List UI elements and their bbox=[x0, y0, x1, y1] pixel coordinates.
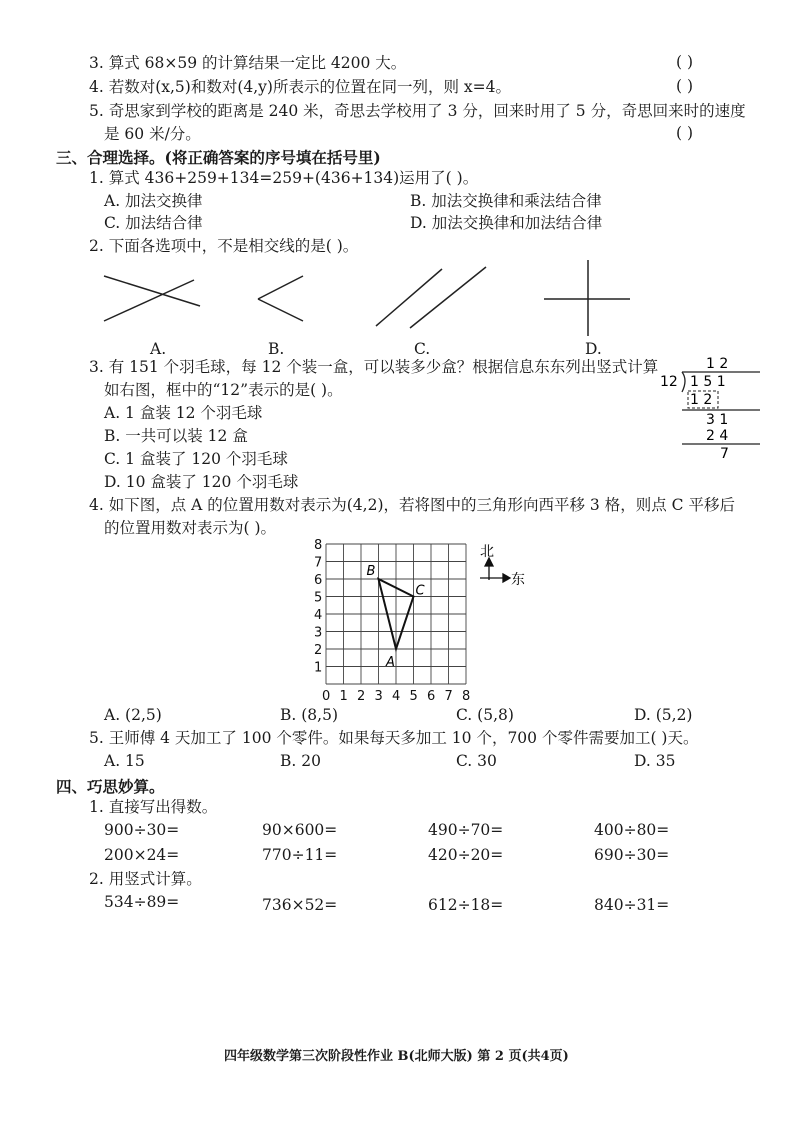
s3-q4-stem-line1: 4. 如下图，点 A 的位置用数对表示为(4,2)，若将图中的三角形向西平移 3 格，则点 C 平移后 bbox=[89, 496, 735, 514]
figure-c-parallel-lines[interactable] bbox=[376, 267, 486, 328]
judge-q5-line2: 是 60 米/分。 bbox=[104, 125, 201, 143]
s4-row3-item1[interactable]: 534÷89= bbox=[104, 893, 180, 911]
compass-east: 东 bbox=[511, 572, 525, 588]
section4-title: 四、巧思妙算。 bbox=[56, 777, 165, 796]
s3-q1-option-a[interactable]: A. 加法交换律 bbox=[104, 192, 203, 210]
x-tick-label: 5 bbox=[409, 689, 418, 702]
division-step3: 2 4 bbox=[706, 428, 729, 444]
s3-q5-option-c[interactable]: C. 30 bbox=[456, 752, 497, 770]
y-tick-label: 6 bbox=[314, 573, 323, 588]
point-label-a: A bbox=[386, 655, 395, 670]
s3-q3-option-b[interactable]: B. 一共可以装 12 盒 bbox=[104, 427, 248, 445]
y-tick-label: 7 bbox=[314, 555, 323, 571]
s3-q1-option-b[interactable]: B. 加法交换律和乘法结合律 bbox=[410, 192, 602, 210]
coordinate-grid bbox=[300, 538, 550, 702]
s3-q2-label-d: D. bbox=[585, 340, 602, 358]
s3-q5-stem: 5. 王师傅 4 天加工了 100 个零件。如果每天多加工 10 个，700 个零件需要加工( )天。 bbox=[89, 729, 699, 747]
division-bracket bbox=[682, 372, 685, 392]
s4-row2-item3[interactable]: 420÷20= bbox=[428, 846, 504, 864]
s3-q2-label-b: B. bbox=[268, 340, 285, 358]
compass-north: 北 bbox=[480, 544, 494, 560]
s3-q4-option-c[interactable]: C. (5,8) bbox=[456, 706, 514, 724]
s3-q1-option-c[interactable]: C. 加法结合律 bbox=[104, 214, 203, 232]
point-label-b: B bbox=[366, 564, 376, 579]
s3-q2-label-a: A. bbox=[150, 340, 167, 358]
s4-row1-item3[interactable]: 490÷70= bbox=[428, 821, 504, 839]
long-division bbox=[656, 354, 766, 462]
section3-title: 三、合理选择。(将正确答案的序号填在括号里) bbox=[56, 148, 381, 167]
s4-row1-item4[interactable]: 400÷80= bbox=[594, 821, 670, 839]
y-tick-label: 4 bbox=[314, 608, 323, 623]
page-footer: 四年级数学第三次阶段性作业 B(北师大版) 第 2 页(共4页) bbox=[224, 1049, 569, 1064]
s3-q4-option-d[interactable]: D. (5,2) bbox=[634, 706, 693, 724]
judge-q5-line1: 5. 奇思家到学校的距离是 240 米，奇思去学校用了 3 分，回来时用了 5 分，奇思回来时的速度 bbox=[89, 102, 746, 120]
s4-row3-item2[interactable]: 736×52= bbox=[262, 896, 338, 914]
x-tick-label: 7 bbox=[444, 689, 453, 702]
compass bbox=[480, 558, 510, 582]
judge-q5-answer-paren[interactable]: ( ) bbox=[676, 124, 694, 142]
x-tick-label: 2 bbox=[357, 689, 366, 702]
y-tick-label: 3 bbox=[314, 625, 323, 641]
x-tick-label: 4 bbox=[392, 689, 401, 702]
s4-row3-item3[interactable]: 612÷18= bbox=[428, 896, 504, 914]
division-quotient: 1 2 bbox=[706, 356, 729, 372]
judge-q4-answer-paren[interactable]: ( ) bbox=[676, 77, 694, 95]
s3-q3-option-a[interactable]: A. 1 盒装 12 个羽毛球 bbox=[104, 404, 263, 422]
s3-q1-stem: 1. 算式 436+259+134=259+(436+134)运用了( )。 bbox=[89, 169, 479, 187]
s4-row1-item2[interactable]: 90×600= bbox=[262, 821, 338, 839]
s4-row2-item4[interactable]: 690÷30= bbox=[594, 846, 670, 864]
s4-row2-item2[interactable]: 770÷11= bbox=[262, 846, 338, 864]
x-tick-label: 6 bbox=[427, 689, 436, 702]
x-tick-label: 1 bbox=[339, 689, 348, 702]
s3-q1-option-d[interactable]: D. 加法交换律和加法结合律 bbox=[410, 214, 603, 232]
figure-d-perpendicular-lines[interactable] bbox=[544, 260, 630, 336]
s4-row2-item1[interactable]: 200×24= bbox=[104, 846, 180, 864]
judge-q3-answer-paren[interactable]: ( ) bbox=[676, 53, 694, 71]
s3-q4-option-b[interactable]: B. (8,5) bbox=[280, 706, 338, 724]
judge-q3: 3. 算式 68×59 的计算结果一定比 4200 大。 bbox=[89, 54, 407, 72]
division-dividend: 1 5 1 bbox=[690, 374, 726, 390]
s3-q4-option-a[interactable]: A. (2,5) bbox=[104, 706, 162, 724]
division-remainder: 7 bbox=[720, 446, 729, 462]
s3-q5-option-d[interactable]: D. 35 bbox=[634, 752, 676, 770]
judge-q4: 4. 若数对(x,5)和数对(4,y)所表示的位置在同一列，则 x=4。 bbox=[89, 78, 511, 96]
s3-q3-option-d[interactable]: D. 10 盒装了 120 个羽毛球 bbox=[104, 473, 299, 491]
s3-q3-stem-line1: 3. 有 151 个羽毛球，每 12 个装一盒，可以装多少盒？根据信息东东列出竖式计算 bbox=[89, 358, 659, 376]
y-tick-label: 2 bbox=[314, 643, 323, 658]
s4-part2-title: 2. 用竖式计算。 bbox=[89, 870, 202, 888]
division-divisor: 12 bbox=[660, 374, 678, 390]
figure-b-angle-lines[interactable] bbox=[258, 276, 303, 321]
point-label-c: C bbox=[415, 583, 425, 599]
division-step2: 3 1 bbox=[706, 412, 729, 428]
s3-q2-stem: 2. 下面各选项中，不是相交线的是( )。 bbox=[89, 237, 359, 255]
y-tick-label: 8 bbox=[314, 538, 323, 553]
s4-row3-item4[interactable]: 840÷31= bbox=[594, 896, 670, 914]
s4-row1-item1[interactable]: 900÷30= bbox=[104, 821, 180, 839]
x-tick-label: 3 bbox=[374, 689, 383, 702]
y-tick-label: 5 bbox=[314, 590, 323, 606]
s3-q3-option-c[interactable]: C. 1 盒装了 120 个羽毛球 bbox=[104, 450, 288, 468]
s3-q2-figures bbox=[90, 256, 650, 336]
s3-q3-stem-line2: 如右图，框中的“12”表示的是( )。 bbox=[104, 381, 343, 399]
division-step1: 1 2 bbox=[690, 392, 713, 408]
s3-q5-option-a[interactable]: A. 15 bbox=[104, 752, 145, 770]
x-tick-label: 8 bbox=[462, 689, 471, 702]
s3-q5-option-b[interactable]: B. 20 bbox=[280, 752, 321, 770]
figure-a-crossing-lines[interactable] bbox=[104, 276, 200, 321]
y-tick-label: 1 bbox=[314, 660, 323, 676]
x-tick-label: 0 bbox=[322, 689, 331, 702]
s4-part1-title: 1. 直接写出得数。 bbox=[89, 798, 218, 816]
s3-q4-stem-line2: 的位置用数对表示为( )。 bbox=[104, 519, 277, 537]
s3-q2-label-c: C. bbox=[414, 340, 431, 358]
